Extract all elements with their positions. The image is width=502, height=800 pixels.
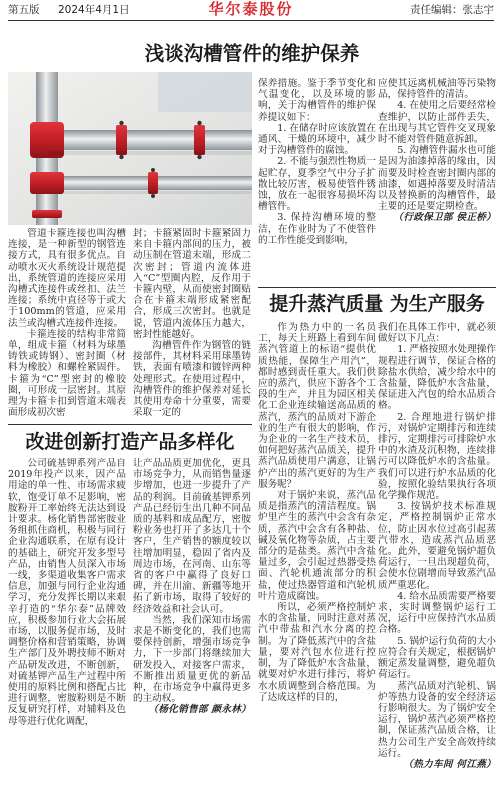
list-item: 4. 给水品质需要严格要求，实时调整锅炉运行工况，运行中应保持汽水品质合格。 [378, 590, 496, 636]
article2-column-2 [133, 458, 251, 796]
grooved-pipe-fittings-photo [8, 72, 252, 225]
article2-byline: （杨化销售部 颜永林） [148, 704, 251, 716]
article-divider [258, 287, 496, 288]
bolt [151, 194, 155, 198]
paragraph: 沟槽管件作为钢管的链接部件，其材料采用球墨铸铁，表面有喷漆和镀锌两种处理形式。在使用过程中，沟槽管件的维护保养对延长其使用寿命十分重要，需要采取一定的 [133, 340, 251, 419]
paragraph: 蒸汽品质对汽轮机、锅炉等热力设备的安全经济运行影响很大。为了锅炉安全运行，锅炉蒸汽必须严格控制，保证蒸汽品质合格，让热力公司生产安全高效持续运行。 [378, 680, 496, 759]
pipe-photo-illustration [8, 72, 252, 225]
page-number: 第五版 [8, 4, 40, 16]
article3-title: 提升蒸汽质量 为生产服务 [269, 293, 485, 315]
paragraph: 公司硫基钾系列产品自2019年投产以来，因产品用途的单一性、市场需求疲软，饱受订单不足影响，密胺粉开工率始终无法达到设计要求。杨化销售部密胺业务组抓住商机，积极与同行企业沟通联系，在原有设计的基础上，研究开发多型号产品，由销售人员深入市场一线，多渠道收集客户需求信息，加强与同行企业沟通学习，充分发挥长期以来艰辛打造的“华尔泰”品牌效应，积极参加行业大会拓展市场，以服务促市场，及时调整价格和营销策略，协调生产部门及外聘技师不断对产品研发改进，不断创新，对硫基钾产品生产过程中所使用的原料比例和搭配占比进行调整，密胺粉则是不断反复研究打样，对辅料及色母等进行优化调配， [8, 458, 126, 727]
pipe-shadow [48, 151, 252, 155]
editor-credit: 责任编辑：张志宇 [410, 4, 494, 16]
ceiling-shadow [158, 72, 252, 112]
paragraph: 应使其远离机械油等污染物品，保持管件的清洁。 [378, 78, 496, 101]
article1-byline: （行政保卫部 侯正桥） [393, 212, 496, 224]
bolt [151, 168, 155, 172]
list-item: 3. 保持沟槽环境的整洁，在作业时为了不使管件的工作性能受到影响， [258, 212, 376, 246]
coupling [116, 125, 127, 155]
paragraph: 卡箍连接的结构非常简单，组成卡箍（材料为球墨铸铁或铸钢）、密封圈（材料为橡胶）和螺栓紧固件。卡箍为“C”型密封的橡胶圈，可形成一层密封。其原理为卡箍卡扣到管道末端表面形成初次密 [8, 328, 126, 419]
paragraph: 所以，必须严格控制炉水的含盐量，同时注意对蒸汽中带盐和汽水分离的控制。为了降低蒸汽中的含盐量，要对汽包水位进行控制，为了降低炉水含盐量，就要对炉水进行排污，将炉水水质调整到合格范围。为了达成这样的目的， [258, 602, 376, 703]
paragraph: 我们在具体工作中，就必须做好以下几点： [378, 322, 496, 345]
list-item: 2. 合理地进行锅炉排污，对锅炉定期排污和连续排污，定期排污可排除炉水中的水渣及沉积物，连续排污可以降低炉水的含盐量。我们可以进行炉水品质的化验，按照化验结果执行各项化学操作规范。 [378, 411, 496, 502]
paragraph: 对于锅炉来说，蒸汽品质是指蒸汽的清洁程度。锅炉里产生的蒸汽中会含有杂质，蒸汽中会含有各种盐、碱及氧化物等杂质，占主要部分的是盐类。蒸汽中含盐量过多，会引起过热器受热面、汽轮机通流部分的积盐，使过热器管道和汽轮机叶片造成腐蚀。 [258, 490, 376, 602]
paragraph: 作为热力中的一名员工，每天上班路上看到车间蒸汽管道上的标语“提供优质热能，保障生产用汽”，都时感到责任重大。我们供应的蒸汽，供应下游各个工段的生产，并且为园区相关化工企业连续输送高品质的蒸汽，蒸汽的品质对下游企业的生产有很大的影响，作为企业的一名生产技术员，如何把好蒸汽品质关，提升蒸汽品质使用户满意，让锅炉产出的蒸汽更好的为生产服务呢？ [258, 322, 376, 490]
article2-title: 改进创新打造产品多样化 [25, 431, 235, 453]
paragraph: 保养措施。鉴于季节变化和气温变化，以及环境的影响，关于沟槽管件的维护保养提议如下： [258, 78, 376, 123]
article3-column-4 [378, 322, 496, 796]
list-item: 4. 在使用之后要经常检查维护，以防止部件丢失，在出现与其它管件交叉现象时不能对管件随意拆卸。 [378, 100, 496, 146]
article-divider [8, 424, 252, 425]
list-item: 1. 严格按照水处理操作规程进行调节，保证合格的除盐水供给，减少给水中的含盐量，降低炉水含盐量，保证进入汽包的给水品质合格。 [378, 344, 496, 412]
article3-column-3 [258, 322, 376, 796]
coupling [148, 172, 158, 194]
list-item: 5. 沟槽管件漏水也可能是因为油漆掉落的缘由，因而要及时检查密封圈内部的油漆，如遇掉落要及时清洁以及替换新的沟槽管件，最主要的还是要定期检查。 [378, 145, 496, 213]
bolt [119, 155, 123, 159]
paragraph: 让产品品质更加优化，更具市场竞争力，从而销售量逐步增加，也进一步提升了产品的利润。目前硫基钾系列产品已经衍生出几种不同品质的基料和成品配方，密胺粉业务也打开了多达几十个客户，生产销售的额度较以往增加明显，稳固了省内及周边市场，在河南、山东等省的客户中赢得了良好口碑，并在川渝、新疆等地开拓了新市场，取得了较好的经济效益和社会认可。 [133, 458, 251, 615]
coupling [32, 210, 62, 218]
bolt [197, 121, 201, 125]
bolt [119, 121, 123, 125]
list-item: 2. 不能与强烈性物质一起贮存，夏季空气中分子扩散比较厉害，极易使管件锈蚀，放在一起很容易损坏沟槽管件。 [258, 156, 376, 213]
list-item: 3. 按锅炉技术标准规定，严格控制锅炉正常水位，防止因水位过高引起蒸汽带水，造成蒸汽品质恶化。此外，要避免锅炉超负荷运行，一旦出现超负荷，会使水位剧增而导致蒸汽品质严重恶化。 [378, 501, 496, 591]
header-rule [8, 20, 494, 21]
article1-column-1 [8, 228, 126, 422]
bolt [197, 155, 201, 159]
article1-column-3 [258, 78, 376, 284]
elbow-coupling [30, 172, 64, 194]
issue-date: 2024年4月1日 [58, 4, 130, 16]
article2-column-1 [8, 458, 126, 796]
coupling [194, 125, 205, 155]
list-item: 5. 锅炉运行负荷的大小应符合有关规定，根据锅炉额定蒸发量调整，避免超负荷运行。 [378, 635, 496, 681]
article1-column-2 [133, 228, 251, 422]
horizontal-pipe [48, 130, 252, 150]
article1-column-4 [378, 78, 496, 284]
pipe-shadow [58, 191, 252, 194]
company-logo: 华尔泰股份 [208, 0, 294, 18]
paragraph: 管道卡箍连接也叫沟槽连接，是一种新型的钢管连接方式，具有很多优点。自动喷水灭火系统设计规范提出，系统管道的连接应采用沟槽式连接件或丝扣、法兰连接；系统中直径等于或大于100mm的管道，应采用法兰或沟槽式连接件连接。 [8, 228, 126, 329]
article1-title: 浅谈沟槽管件的维护保养 [144, 42, 360, 65]
paragraph: 当然，我们深知市场需求是不断变化的，我们也需要保持创新，增强市场竞争力，下一步部门将继续加大研发投入，对接客户需求，不断推出质量更优的新品种，在市场竞争中赢得更多的主动权。 [133, 614, 251, 705]
paragraph: 封；卡箍紧固时卡箍紧固力来自卡箍内部间的压力，被动压制在管道末端，形成二次密封；管道内流体进入“C”型圈内腔，反作用于卡箍内壁，从而使密封圈贴合在卡箍末端形成紧密配合，形成三次密封。也就是说，管道内流体压力越大，密封性能越好。 [133, 228, 251, 340]
article3-byline: （热力车间 何江燕） [403, 758, 496, 770]
list-item: 1. 在储存时应该放置在通风、干燥的环境中，减少对于沟槽管件的腐蚀。 [258, 122, 376, 157]
